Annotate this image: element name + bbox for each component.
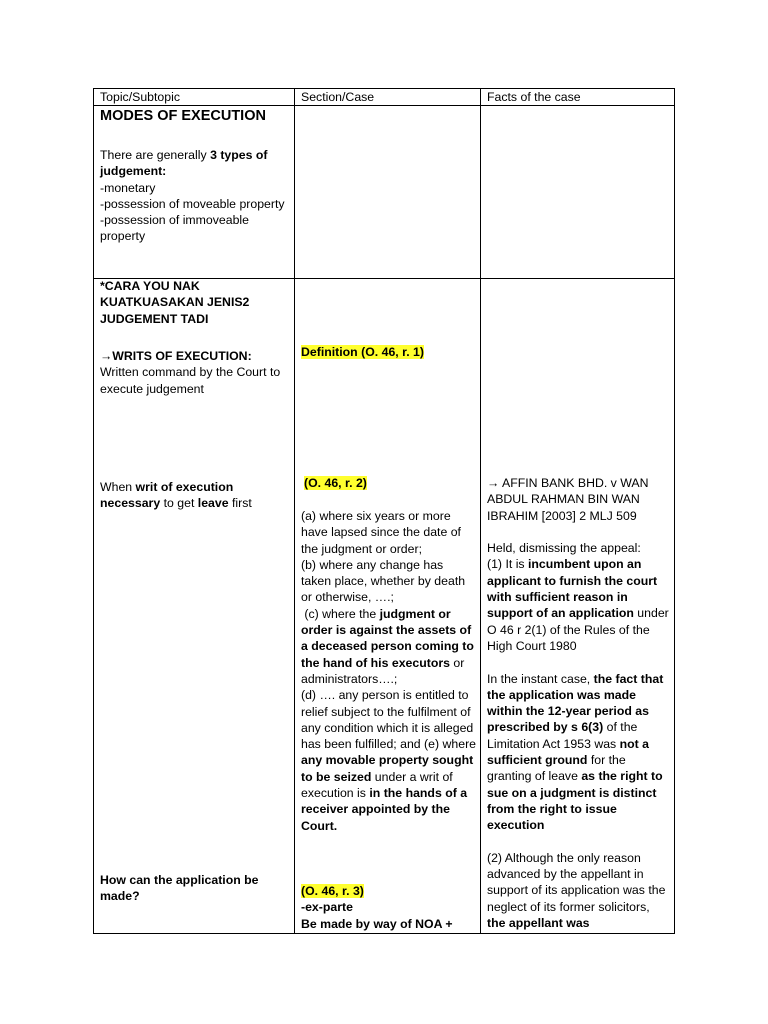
notes-table — [93, 88, 675, 934]
o46r3-block — [301, 883, 479, 932]
column-divider — [294, 89, 295, 933]
ex-parte: -ex-parte — [301, 900, 353, 915]
text: under O 46 r 2(1) of the Rules of the High Court 1980 — [487, 606, 673, 653]
writs-title: WRITS OF EXECUTION: — [112, 349, 252, 363]
text-bold: incumbent upon an applicant to furnish the court with sufficient reason in support of an application — [487, 557, 661, 621]
text: When — [100, 480, 136, 494]
text: to get — [160, 496, 198, 511]
list-item: -monetary — [100, 180, 156, 195]
header-facts: Facts of the case — [487, 90, 581, 104]
text-bold: as the right to sue on a judgment is distinct from the right to issue execution — [487, 769, 667, 833]
text: (2) Although the only reason advanced by the appellant in support of its application was the neglect of its former solicitors, — [487, 850, 669, 914]
condition-a: (a) where six years or more have lapsed since the date of the judgment or order; — [301, 509, 465, 556]
text: of the Limitation Act 1953 was — [487, 720, 641, 751]
writs-description: Written command by the Court to execute judgement — [100, 365, 284, 396]
list-item: -possession of moveable property — [100, 196, 285, 211]
text: (1) It is — [487, 557, 528, 572]
definition-ref — [301, 344, 479, 360]
section-title: MODES OF EXECUTION — [100, 108, 266, 124]
o46r2-conditions — [301, 508, 480, 834]
writs-block — [100, 348, 285, 397]
o46r3-highlight: (O. 46, r. 3) — [301, 884, 364, 898]
condition-c — [301, 606, 476, 687]
how-application-made: How can the application be made? — [100, 873, 259, 904]
arrow-icon: → — [487, 476, 500, 490]
text-bold: judgment or order is against the assets of a deceased person coming to the hand of his executors — [301, 606, 478, 670]
cara-note: *CARA YOU NAK KUATKUASAKAN JENIS2 JUDGEMENT TADI — [100, 279, 250, 326]
held: Held, dismissing the appeal: — [487, 541, 641, 556]
text: (d) …. any person is entitled to relief subject to the fulfilment of any condition which it is alleged has been fulfilled; and (e) where — [301, 688, 480, 752]
row-divider — [94, 105, 674, 106]
text: (c) where the — [301, 606, 380, 621]
text-bold: any movable property sought to be seized — [301, 753, 477, 784]
header-topic: Topic/Subtopic — [100, 90, 180, 104]
case-facts — [487, 475, 673, 931]
text-bold: leave — [197, 496, 229, 511]
text-bold: the fact that the application was made within the 12-year period as prescribed by s 6(3) — [487, 671, 667, 735]
intro-bold: 3 types of judgement: — [100, 148, 271, 179]
intro-text: There are generally — [100, 148, 211, 162]
header-section: Section/Case — [301, 90, 375, 104]
arrow-icon: → — [100, 349, 113, 363]
o46r2-ref — [304, 475, 480, 491]
text: under a writ of execution is — [301, 769, 457, 801]
definition-highlight: Definition (O. 46, r. 1) — [301, 345, 424, 359]
text: In the instant case, — [487, 671, 594, 686]
text-bold: not a sufficient ground — [487, 736, 653, 768]
column-divider — [480, 89, 481, 933]
case-name: AFFIN BANK BHD. v WAN ABDUL RAHMAN BIN WAN IBRAHIM [2003] 2 MLJ 509 — [487, 476, 652, 523]
o46r2-highlight: (O. 46, r. 2) — [304, 476, 367, 490]
list-item: -possession of immoveable property — [100, 213, 253, 244]
text: first — [228, 496, 252, 511]
text-bold: in the hands of a receiver appointed by the Court. — [301, 786, 471, 833]
text-bold: the appellant was — [487, 916, 590, 931]
text: for the granting of leave — [487, 753, 630, 784]
when-writ-necessary — [100, 479, 285, 512]
condition-d — [301, 687, 480, 834]
judgement-types — [100, 147, 285, 245]
condition-b: (b) where any change has taken place, whether by death or otherwise, ….; — [301, 557, 469, 605]
text: or administrators….; — [301, 655, 468, 686]
text-bold: writ of execution necessary — [100, 480, 237, 511]
noa-note: Be made by way of NOA + — [301, 916, 453, 931]
